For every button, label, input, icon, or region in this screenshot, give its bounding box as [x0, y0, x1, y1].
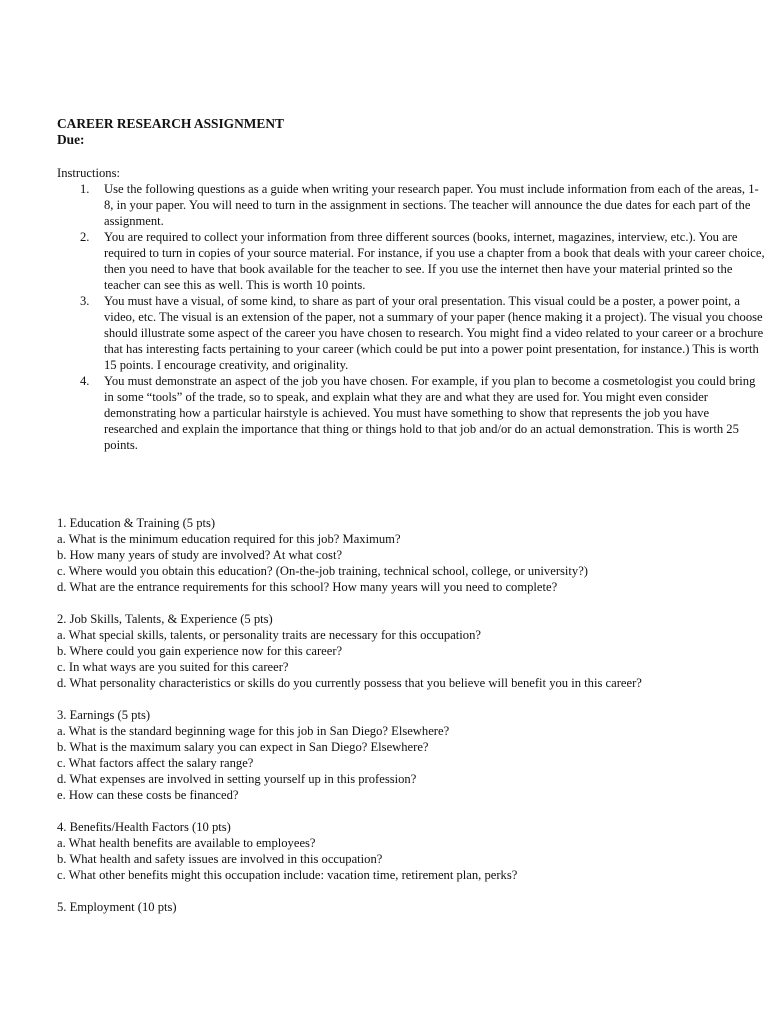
due-label: Due:	[57, 132, 85, 147]
section-heading: 3. Earnings (5 pts)	[57, 708, 151, 722]
page-title: CAREER RESEARCH ASSIGNMENT	[57, 116, 284, 131]
section-earnings	[57, 707, 737, 803]
question-item: a. What is the standard beginning wage for this job in San Diego? Elsewhere?	[57, 724, 450, 738]
question-item: d. What are the entrance requirements for this school? How many years will you need to complete?	[57, 580, 558, 594]
instruction-number: 2.	[80, 230, 90, 244]
section-job-skills	[57, 611, 737, 691]
instruction-number: 3.	[80, 294, 90, 308]
instruction-item	[80, 181, 766, 229]
section-benefits-health	[57, 819, 737, 883]
question-item: c. In what ways are you suited for this career?	[57, 660, 289, 674]
instructions-label: Instructions:	[57, 166, 120, 180]
instruction-number: 4.	[80, 374, 90, 388]
question-item: b. Where could you gain experience now for this career?	[57, 644, 343, 658]
question-item: d. What personality characteristics or skills do you currently possess that you believe will benefit you in this career?	[57, 676, 642, 690]
question-item: b. What health and safety issues are involved in this occupation?	[57, 852, 383, 866]
instruction-text: You must demonstrate an aspect of the job you have chosen. For example, if you plan to become a cosmetologist you could bring in some “tools” of the trade, so to speak, and explain what they are and what they are used for. You might even consider demonstrating how a particular hairstyle is achieved. You must have something to show that represents the job you have researched and explain the importance that thing or things hold to that job and/or do an actual demonstration. This is worth 25 points.	[104, 374, 756, 452]
question-item: d. What expenses are involved in setting yourself up in this profession?	[57, 772, 417, 786]
section-heading: 5. Employment (10 pts)	[57, 900, 177, 914]
question-item: e. How can these costs be financed?	[57, 788, 239, 802]
section-heading: 2. Job Skills, Talents, & Experience (5 pts)	[57, 612, 273, 626]
section-employment	[57, 899, 737, 915]
question-sections	[57, 515, 737, 931]
question-item: c. What factors affect the salary range?	[57, 756, 254, 770]
instructions-list	[57, 181, 766, 453]
question-item: c. Where would you obtain this education? (On-the-job training, technical school, college, or university?)	[57, 564, 588, 578]
question-item: c. What other benefits might this occupation include: vacation time, retirement plan, perks?	[57, 868, 518, 882]
question-item: b. What is the maximum salary you can expect in San Diego? Elsewhere?	[57, 740, 429, 754]
instruction-number: 1.	[80, 182, 90, 196]
question-item: a. What special skills, talents, or personality traits are necessary for this occupation?	[57, 628, 481, 642]
title-block	[57, 116, 284, 148]
instruction-text: Use the following questions as a guide when writing your research paper. You must include information from each of the areas, 1-8, in your paper. You will need to turn in the assignment in sections. The teacher will announce the due dates for each part of the assignment.	[104, 182, 759, 228]
instruction-item	[80, 293, 766, 373]
section-heading: 4. Benefits/Health Factors (10 pts)	[57, 820, 231, 834]
question-item: a. What health benefits are available to employees?	[57, 836, 316, 850]
question-item: b. How many years of study are involved? At what cost?	[57, 548, 343, 562]
section-heading: 1. Education & Training (5 pts)	[57, 516, 216, 530]
instruction-item	[80, 229, 766, 293]
instruction-text: You must have a visual, of some kind, to share as part of your oral presentation. This visual could be a poster, a power point, a video, etc. The visual is an extension of the paper, not a summary of your paper (hence making it a project). The visual you choose should illustrate some aspect of the career you have chosen to research. You might find a video related to your career or a brochure that has interesting facts pertaining to your career (which could be put into a power point presentation, for instance.) This is worth 15 points. I encourage creativity, and originality.	[104, 294, 764, 372]
question-item: a. What is the minimum education required for this job? Maximum?	[57, 532, 401, 546]
instruction-item	[80, 373, 766, 453]
section-education-training	[57, 515, 737, 595]
instruction-text: You are required to collect your information from three different sources (books, internet, magazines, interview, etc.). You are required to turn in copies of your source material. For instance, if you use a chapter from a book that deals with your career choice, then you need to have that book available for the teacher to see. If you use the internet then have your material printed so the teacher can see this as well. This is worth 10 points.	[104, 230, 765, 292]
